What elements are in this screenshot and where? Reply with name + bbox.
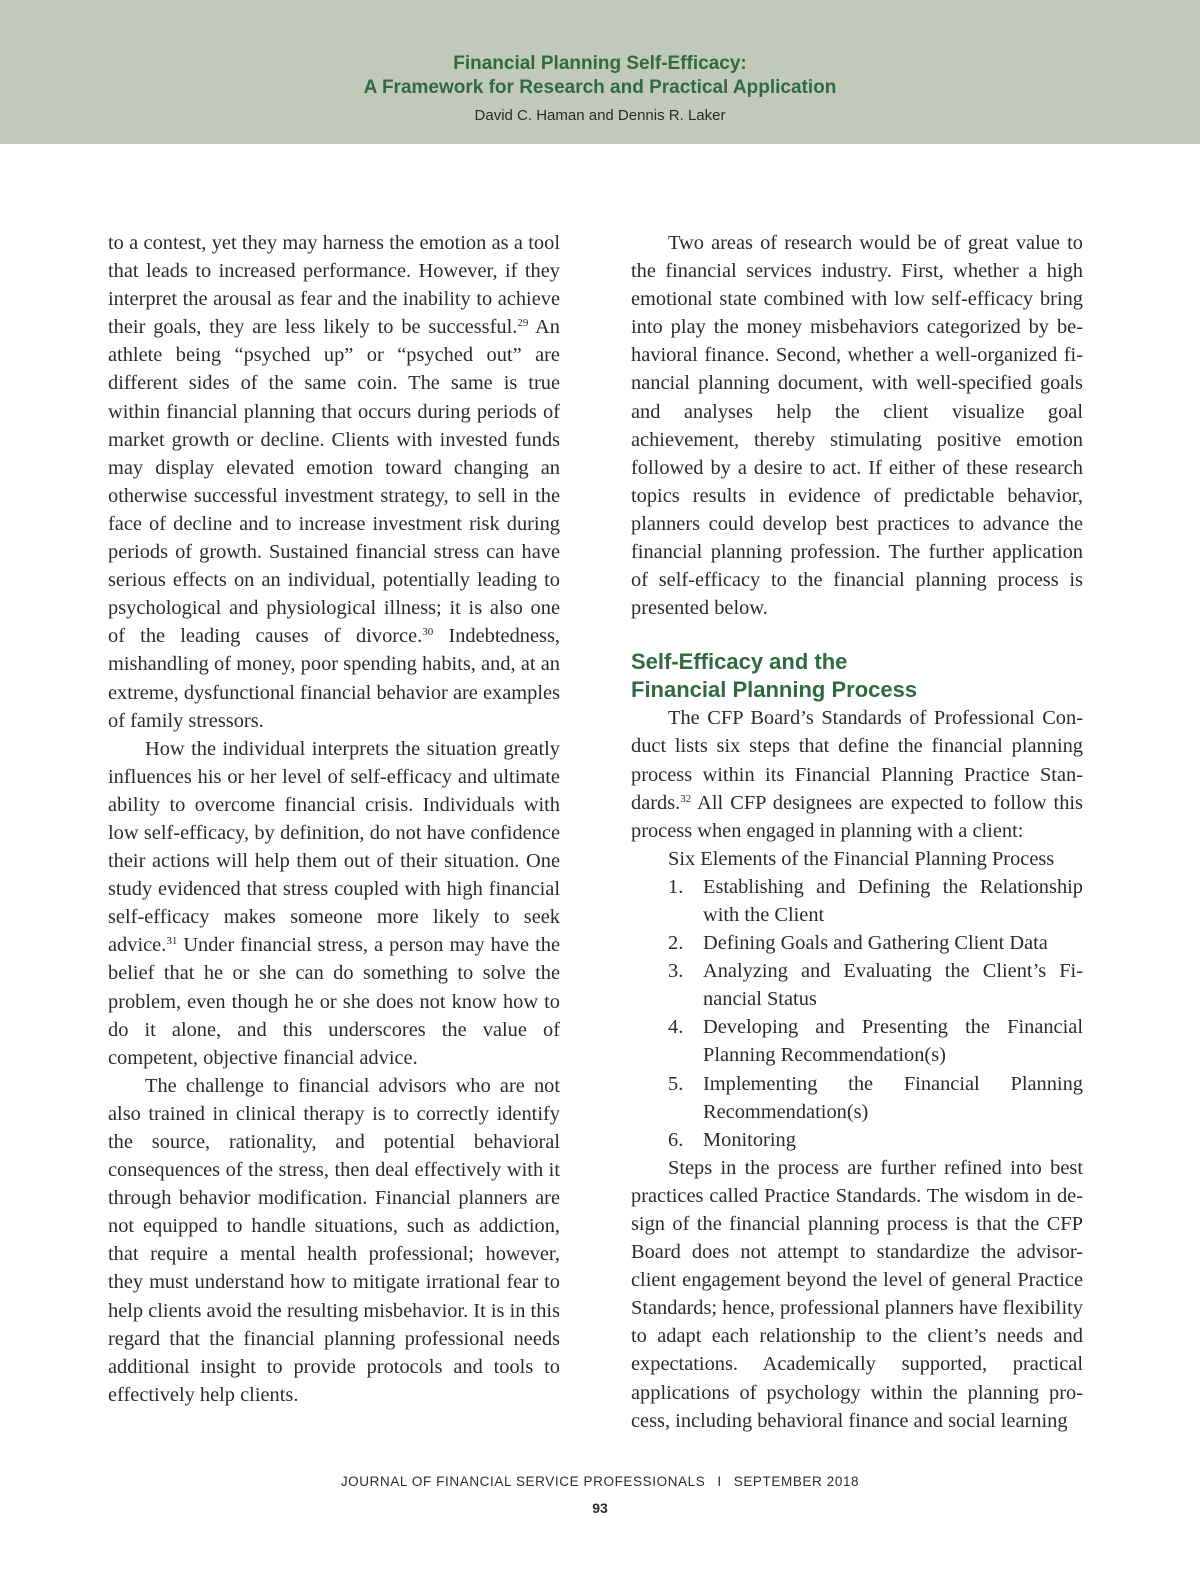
issue-date: SEPTEMBER 2018 (733, 1474, 860, 1489)
list-item (631, 1070, 1083, 1126)
list-item-text: Defining Goals and Gathering Client Data (703, 932, 1048, 955)
paragraph: Two areas of research would be of great value to the financial services industry. First, whether a high emotional state combined with low self-efficacy bring into play the money misbehaviors categorized by behavioral finance. Second, whether a well-organized financial planning document, with well-specified goals and analyses help the client visualize goal achievement, thereby stimulating positive emotion followed by a desire to act. If either of these research topics results in evidence of predictable behavior, planners could develop best practices to advance the financial planning profession. The further application of self-efficacy to the financial planning process is presented below. (631, 232, 1083, 620)
list-item-text: Developing and Presenting the Financial Planning Recommendation(s) (703, 1016, 1083, 1067)
list-item (631, 957, 1083, 1013)
paragraph (108, 229, 560, 735)
journal-name: JOURNAL OF FINANCIAL SERVICE PROFESSIONALS (340, 1474, 706, 1489)
article-title-line-2: A Framework for Research and Practical Application (363, 77, 837, 98)
list-item-text: Analyzing and Evaluating the Client’s Financial Status (703, 960, 1083, 1011)
paragraph: Steps in the process are further refined into best practices called Practice Standards. The wisdom in design of the financial planning process is that the CFP Board does not attempt to standardize the advisor-client engagement beyond the level of general Practice Standards; hence, professional planners have flexibility to adapt each relationship to the client’s needs and expectations. Academically supported, practical applications of psychology within the planning process, including behavioral finance and social learning (631, 1156, 1083, 1432)
list-item-text: Establishing and Defining the Relationship with the Client (703, 875, 1083, 926)
footer-separator: I (717, 1474, 722, 1489)
list-item-number: 1. (668, 875, 684, 898)
paragraph-text: All CFP designees are expected to follow this process when engaged in planning with a client: (631, 791, 1083, 842)
list-item-number: 4. (668, 1016, 684, 1039)
list-item-number: 2. (668, 932, 684, 955)
list-item-text: Monitoring (703, 1128, 796, 1151)
list-item (631, 929, 1083, 957)
footer-journal-line (0, 1474, 1200, 1489)
list-item-number: 6. (668, 1128, 684, 1151)
paragraph-text: Under financial stress, a person may have the belief that he or she can do something to solve the problem, even though he or she does not know how to do it alone, and this underscores the value of competent, objective financial advice. (108, 934, 560, 1069)
running-header (0, 0, 1200, 144)
section-heading (631, 648, 1083, 704)
right-column (631, 229, 1083, 1435)
footnote-ref: 32 (680, 792, 692, 805)
article-title (0, 52, 1200, 100)
paragraph: The challenge to financial advisors who are not also trained in clinical therapy is to correctly identify the source, rationality, and potential behavioral consequences of the stress, then deal effectively with it through behavior modification. Financial planners are not equipped to handle situations, such as addiction, that require a mental health professional; however, they must understand how to mitigate irrational fear to help clients avoid the resulting misbehavior. It is in this regard that the financial planning professional needs additional insight to provide protocols and tools to effectively help clients. (108, 1074, 560, 1406)
paragraph-text: to a contest, yet they may harness the emotion as a tool that leads to increased performance. However, if they interpret the arousal as fear and the inability to achieve their goals, they are less likely to be successful. (108, 232, 560, 339)
article-title-line-1: Financial Planning Self-Efficacy: (453, 53, 747, 74)
list-item (631, 1126, 1083, 1154)
footnote-ref: 29 (517, 317, 529, 330)
left-column (108, 229, 560, 1409)
section-heading-line-1: Self-Efficacy and the (631, 649, 848, 675)
page-number: 93 (592, 1500, 608, 1516)
paragraph (108, 735, 560, 1072)
steps-list (631, 873, 1083, 1154)
list-item-number: 5. (668, 1072, 684, 1095)
list-item (631, 873, 1083, 929)
paragraph (631, 704, 1083, 844)
section-heading-line-2: Financial Planning Process (631, 677, 918, 703)
paragraph-text: Indebtedness, mishandling of money, poor spending habits, and, at an extreme, dysfunctional financial behavior are examples of family stressors. (108, 625, 560, 732)
footnote-ref: 31 (166, 935, 178, 948)
list-title: Six Elements of the Financial Planning Process (668, 847, 1055, 870)
footnote-ref: 30 (422, 626, 434, 639)
paragraph-text: How the individual interprets the situation greatly influences his or her level of self-efficacy and ultimate ability to overcome financial crisis. Individuals with low self-efficacy, by definition, do not have confidence their actions will help them out of their situation. One study evidenced that stress coupled with high financial self-efficacy makes someone more likely to seek advice. (108, 737, 560, 957)
paragraph-text: An athlete being “psyched up” or “psyched out” are different sides of the same coin. The same is true within financial planning that occurs during periods of market growth or decline. Clients with invested funds may display elevated emotion toward changing an otherwise successful investment strategy, to sell in the face of decline and to increase investment risk during periods of growth. Sustained financial stress can have serious effects on an individual, potentially leading to psychological and physiological illness; it is also one of the leading causes of divorce. (108, 316, 560, 648)
paragraph-text: The CFP Board’s Standards of Professional Conduct lists six steps that define the financial planning process within its Financial Planning Practice Standards. (631, 707, 1083, 814)
list-item-number: 3. (668, 960, 684, 983)
list-item-text: Implementing the Financial Planning Recommendation(s) (703, 1072, 1083, 1123)
article-authors: David C. Haman and Dennis R. Laker (474, 107, 726, 124)
list-item (631, 1013, 1083, 1069)
